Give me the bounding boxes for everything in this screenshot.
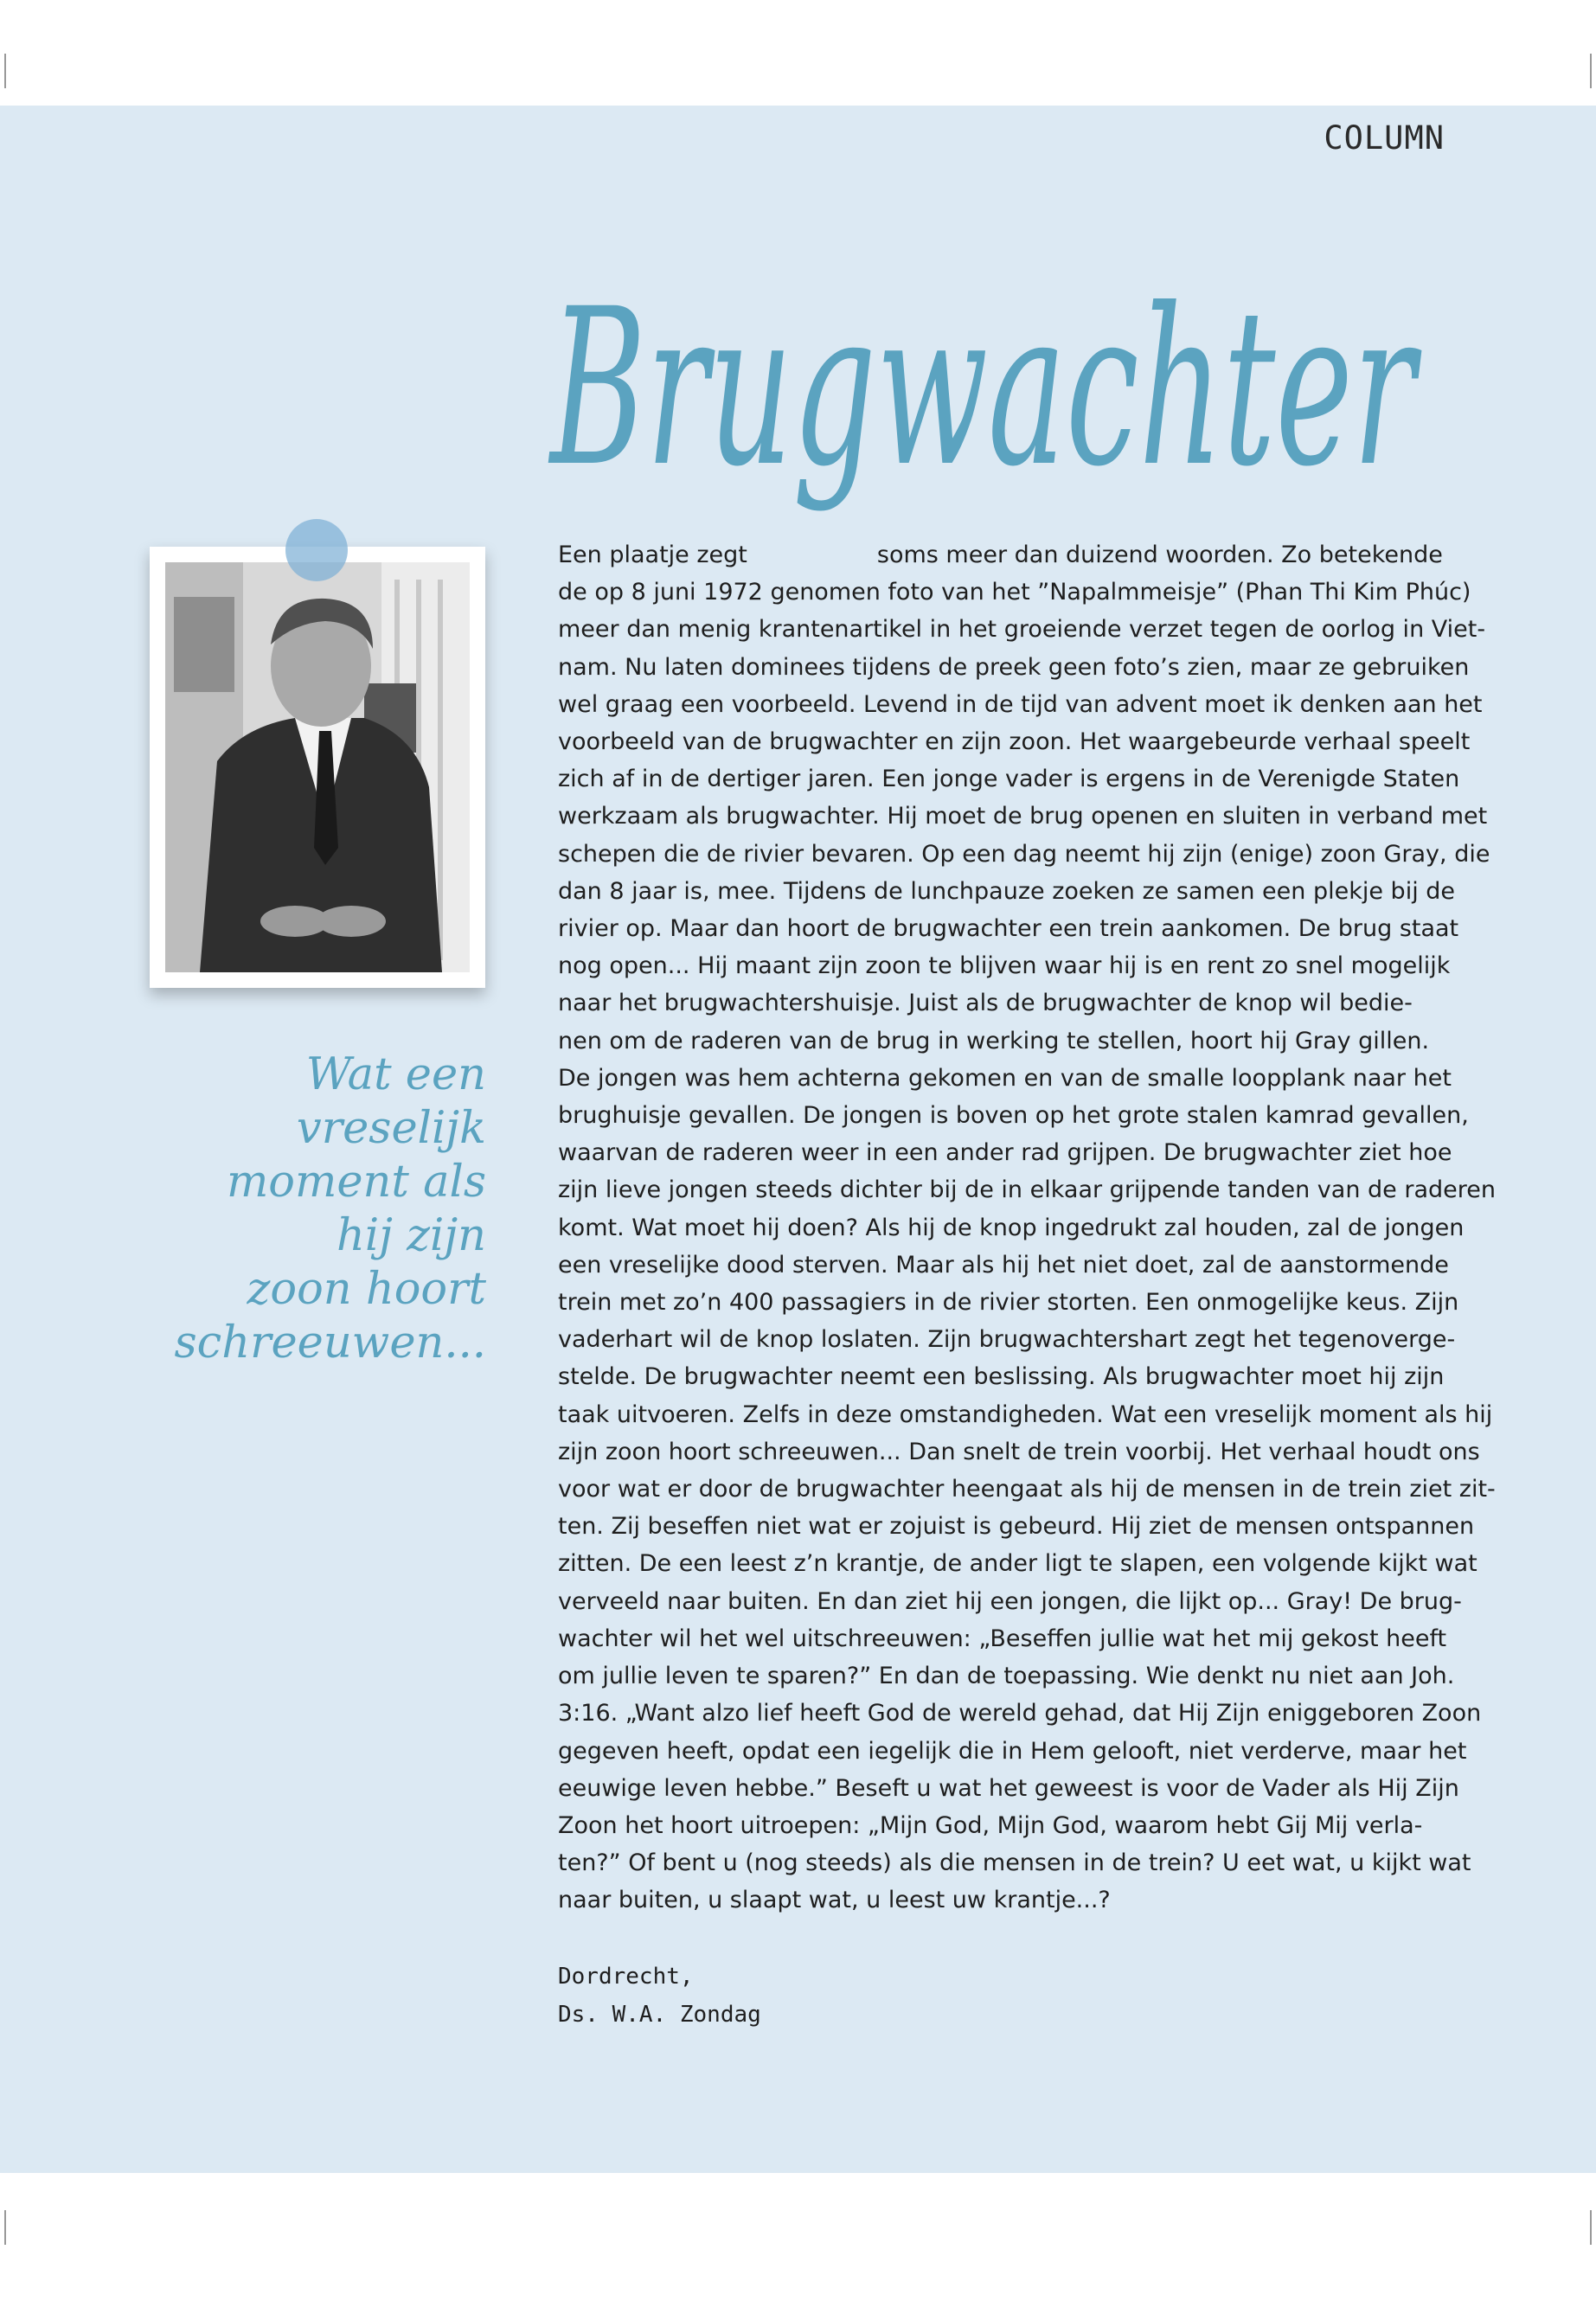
- body-line: zich af in de dertiger jaren. Een jonge vader is ergens in de Verenigde Staten: [558, 766, 1460, 793]
- signature-place: Dordrecht,: [558, 1964, 694, 1990]
- body-line: wel graag een voorbeeld. Levend in de tijd van advent moet ik denken aan het: [558, 690, 1483, 718]
- body-line-start: Een plaatje zegt: [558, 542, 747, 568]
- author-photo-frame: [150, 547, 485, 988]
- body-line: naar het brugwachtershuisje. Juist als de brugwachter de knop wil bedie-: [558, 990, 1413, 1017]
- body-line: zitten. De een leest z’n krantje, de ander ligt te slapen, een volgende kijkt wat: [558, 1550, 1477, 1578]
- signature-author: Ds. W.A. Zondag: [558, 2002, 761, 2028]
- body-line: werkzaam als brugwachter. Hij moet de brug openen en sluiten in verband met: [558, 803, 1488, 830]
- body-line: om jullie leven te sparen?” En dan de toepassing. Wie denkt nu niet aan Joh.: [558, 1663, 1455, 1690]
- body-line: de op 8 juni 1972 genomen foto van het ”Napalmmeisje” (Phan Thi Kim Phúc): [558, 579, 1471, 606]
- body-line: meer dan menig krantenartikel in het groeiende verzet tegen de oorlog in Viet-: [558, 616, 1486, 644]
- body-line: schepen die de rivier bevaren. Op een dag neemt hij zijn (enige) zoon Gray, die: [558, 840, 1490, 868]
- body-line: taak uitvoeren. Zelfs in deze omstandigheden. Wat een vreselijk moment als hij: [558, 1400, 1493, 1428]
- body-line: Zoon het hoort uitroepen: „Mijn God, Mijn God, waarom hebt Gij Mij verla-: [558, 1811, 1423, 1839]
- crop-mark-top-right: [1590, 54, 1592, 88]
- pull-quote-line: Wat een: [305, 1049, 486, 1100]
- body-line: 3:16. „Want alzo lief heeft God de wereld gehad, dat Hij Zijn eniggeboren Zoon: [558, 1700, 1482, 1727]
- body-line: nen om de raderen van de brug in werking te stellen, hoort hij Gray gillen.: [558, 1027, 1430, 1054]
- body-line: zijn zoon hoort schreeuwen... Dan snelt de trein voorbij. Het verhaal houdt ons: [558, 1438, 1480, 1465]
- crop-mark-bottom-right: [1590, 2210, 1592, 2245]
- title-lettering: [550, 203, 1519, 567]
- body-line: zijn lieve jongen steeds dichter bij de in elkaar grijpende tanden van de raderen: [558, 1176, 1496, 1204]
- crop-mark-bottom-left: [4, 2210, 6, 2245]
- pull-quote-line: zoon hoort: [247, 1264, 486, 1315]
- body-line: nam. Nu laten dominees tijdens de preek geen foto’s zien, maar ze gebruiken: [558, 653, 1470, 681]
- body-line: naar buiten, u slaapt wat, u leest uw krantje...?: [558, 1887, 1111, 1914]
- pull-quote-line: hij zijn: [336, 1210, 486, 1261]
- body-line: voor wat er door de brugwachter heengaat als hij de mensen in de trein ziet zit-: [558, 1476, 1496, 1503]
- body-line: komt. Wat moet hij doen? Als hij de knop ingedrukt zal houden, zal de jongen: [558, 1214, 1465, 1241]
- article-title: [550, 203, 1519, 567]
- portrait-photo-icon: [165, 562, 470, 972]
- body-line: rivier op. Maar dan hoort de brugwachter een trein aankomen. De brug staat: [558, 915, 1459, 943]
- pull-quote-line: vreselijk: [296, 1103, 486, 1154]
- article-body: [558, 536, 1496, 1920]
- crop-mark-top-left: [4, 54, 6, 88]
- body-line: eeuwige leven hebbe.” Beseft u wat het geweest is voor de Vader als Hij Zijn: [558, 1774, 1459, 1802]
- body-line: vaderhart wil de knop loslaten. Zijn brugwachtershart zegt het tegenoverge-: [558, 1326, 1456, 1354]
- body-line: een vreselijke dood sterven. Maar als hij het niet doet, zal de aanstormende: [558, 1251, 1449, 1279]
- signature: [558, 1958, 761, 2034]
- body-line: verveeld naar buiten. En dan ziet hij een jongen, die lijkt op... Gray! De brug-: [558, 1587, 1462, 1615]
- body-line: [558, 536, 1443, 574]
- body-line: trein met zo’n 400 passagiers in de rivier storten. Een onmogelijke keus. Zijn: [558, 1289, 1459, 1317]
- section-label: COLUMN: [1324, 119, 1445, 157]
- body-line: nog open... Hij maant zijn zoon te blijven waar hij is en rent zo snel mogelijk: [558, 952, 1451, 980]
- body-line: brughuisje gevallen. De jongen is boven op het grote stalen kamrad gevallen,: [558, 1102, 1469, 1130]
- body-line: De jongen was hem achterna gekomen en van de smalle loopplank naar het: [558, 1064, 1452, 1092]
- body-line: dan 8 jaar is, mee. Tijdens de lunchpauze zoeken ze samen een plekje bij de: [558, 877, 1456, 905]
- author-photo: [165, 562, 470, 972]
- body-line: ten?” Of bent u (nog steeds) als die mensen in de trein? U eet wat, u kijkt wat: [558, 1849, 1471, 1877]
- title-text: Brugwachter: [548, 262, 1422, 514]
- body-line: ten. Zij beseffen niet wat er zojuist is gebeurd. Hij ziet de mensen ontspannen: [558, 1513, 1475, 1541]
- pull-quote-line: moment als: [226, 1157, 486, 1208]
- body-line: waarvan de raderen weer in een ander rad grijpen. De brugwachter ziet hoe: [558, 1139, 1452, 1167]
- body-line: wachter wil het wel uitschreeuwen: „Beseffen jullie wat het mij gekost heeft: [558, 1625, 1447, 1652]
- pull-quote: [130, 1048, 486, 1370]
- body-line: voorbeeld van de brugwachter en zijn zoon. Het waargebeurde verhaal speelt: [558, 728, 1471, 756]
- body-line-end: soms meer dan duizend woorden. Zo betekende: [876, 542, 1443, 568]
- pull-quote-line: schreeuwen...: [174, 1317, 486, 1368]
- body-line: stelde. De brugwachter neemt een beslissing. Als brugwachter moet hij zijn: [558, 1363, 1445, 1391]
- pushpin-icon: [285, 519, 348, 581]
- body-line: gegeven heeft, opdat een iegelijk die in Hem gelooft, niet verderve, maar het: [558, 1737, 1467, 1765]
